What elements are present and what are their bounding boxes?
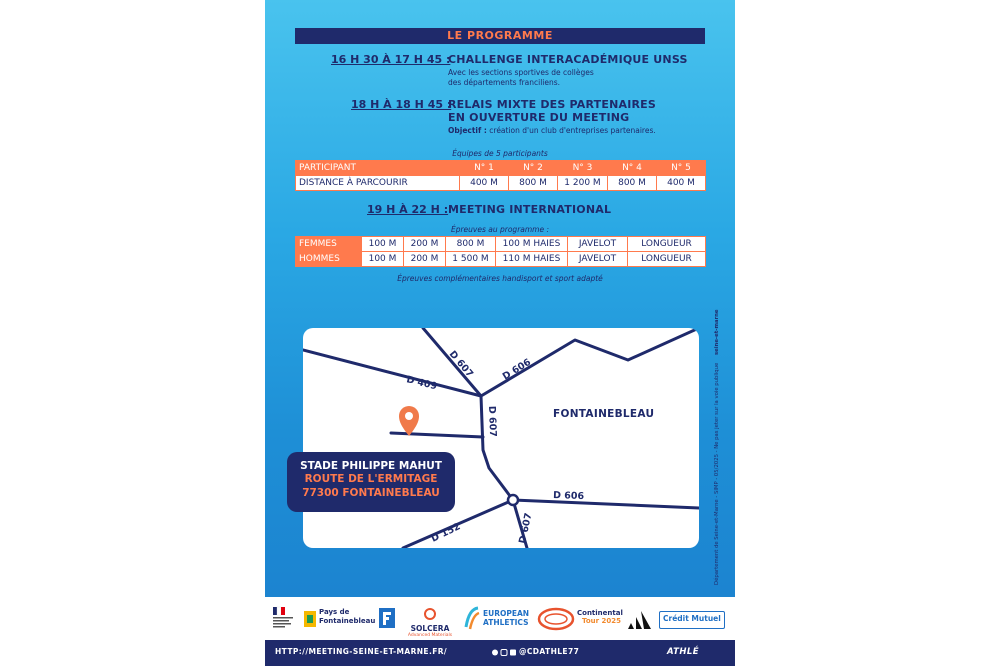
pays-mark-icon [303,605,317,631]
venue-city: 77300 FONTAINEBLEAU [302,487,440,499]
solcera-tagline: Advanced Materials [407,633,453,638]
continental-tour-logo [577,605,621,633]
events-note: Épreuves complémentaires handisport et sport adapté [397,274,603,283]
programme-title: LE PROGRAMME [295,28,705,44]
social-handle[interactable]: @CDATHLE77 [519,647,580,656]
road-label-d606-north: D 606 [500,356,533,383]
address-box [287,452,455,512]
adidas-logo [625,605,655,633]
events-cell: 1 500 M [446,252,496,267]
ea-line-1: EUROPEAN [483,609,530,618]
time-slot-1: 16 H 30 À 17 H 45 : [331,53,451,66]
events-table [295,236,706,267]
events-row-men [296,252,706,267]
european-athletics-logo [463,605,533,633]
time-slot-3: 19 H À 22 H : [367,203,449,216]
relay-cell: 800 M [509,176,558,191]
event-title-meeting: MEETING INTERNATIONAL [448,203,612,216]
credit-mutuel-name: Crédit Mutuel [663,614,721,623]
time-slot-2: 18 H À 18 H 45 : [351,98,452,111]
social-icons [491,648,517,657]
relay-caption: Équipes de 5 participants [452,149,548,158]
objective-label: Objectif : [448,126,487,135]
road-access [391,433,483,437]
website-link[interactable]: HTTP://MEETING-SEINE-ET-MARNE.FR/ [275,647,448,656]
events-cell: 100 M [362,237,404,252]
events-cell: 800 M [446,237,496,252]
unss-desc-line-2: des départements franciliens. [448,78,561,87]
events-row-women [296,237,706,252]
events-cell: 200 M [404,252,446,267]
ea-mark-icon [463,605,481,631]
relay-cell: 400 M [460,176,509,191]
location-map [303,328,699,548]
event-title-relay-2: EN OUVERTURE DU MEETING [448,111,630,124]
youtube-icon [510,650,516,656]
road-d606-east [513,500,699,508]
relay-header-cell: N° 3 [558,161,608,176]
solcera-logo [402,605,458,638]
road-d606-north [481,328,699,396]
venue-name: STADE PHILIPPE MAHUT [300,460,442,472]
fontainebleau-city-logo [376,605,398,633]
venue-street: ROUTE DE L'ERMITAGE [304,473,438,485]
ct-line-1: Continental [577,609,623,617]
poster [265,0,735,666]
relay-header-row [296,161,706,176]
relay-table [295,160,706,191]
road-label-d607-north: D 607 [446,348,476,380]
event-title-unss: CHALLENGE INTERACADÉMIQUE UNSS [448,53,688,66]
road-label-d606-east: D 606 [552,490,585,503]
ea-line-2: ATHLETICS [483,618,529,627]
relay-header-cell: N° 1 [460,161,509,176]
relay-cell: 400 M [657,176,706,191]
events-caption: Épreuves au programme : [450,225,550,234]
solcera-name: SOLCERA [410,624,450,633]
location-pin-icon [399,406,419,436]
events-row-label: FEMMES [296,237,362,252]
credit-mutuel-logo [659,605,725,633]
relay-cell: 1 200 M [558,176,608,191]
relay-row-label: DISTANCE À PARCOURIR [296,176,460,191]
stadium-logo [537,605,575,633]
event-title-relay-1: RELAIS MIXTE DES PARTENAIRES [448,98,656,111]
road-label-d152: D 152 [429,521,463,545]
relay-header-cell: N° 5 [657,161,706,176]
road-label-d607-middle: D 607 [486,405,499,438]
relay-header-cell: N° 4 [608,161,657,176]
events-cell: 100 M HAIES [496,237,568,252]
events-cell: JAVELOT [568,252,628,267]
facebook-icon [492,650,498,656]
ct-line-2: Tour 2025 [581,617,621,625]
city-label: FONTAINEBLEAU [553,408,655,420]
events-cell: LONGUEUR [628,237,706,252]
objective-text: création d'un club d'entreprises partenaires. [486,126,656,135]
events-cell: 100 M [362,252,404,267]
solcera-mark-icon [423,608,437,620]
events-cell: JAVELOT [568,237,628,252]
footer-bar [265,640,735,666]
athle-brand: ATHLÉ [667,647,699,657]
unss-desc-line-1: Avec les sections sportives de collèges [448,68,594,77]
road-label-d607-south: D 607 [517,511,535,545]
side-legal-text: Département de Seine-et-Marne - SIMP - 05/2025 - Ne pas jeter sur la voie publique [714,362,720,585]
events-cell: LONGUEUR [628,252,706,267]
events-row-label: HOMMES [296,252,362,267]
sponsor-strip [265,597,735,640]
relay-header-cell: N° 2 [509,161,558,176]
pays-line-1: Pays de [319,608,350,616]
side-logo: seine-et-marne [714,309,720,355]
relay-objective [448,126,656,135]
pays-line-2: Fontainebleau [319,617,376,625]
pays-fontainebleau-logo [303,605,376,633]
relay-distance-row [296,176,706,191]
road-map [303,328,699,548]
relay-cell: 800 M [608,176,657,191]
road-label-d409: D 409 [405,374,439,393]
instagram-icon [501,650,507,656]
events-cell: 110 M HAIES [496,252,568,267]
republique-logo [271,605,297,633]
roundabout-icon [508,495,518,505]
relay-header-cell: PARTICIPANT [296,161,460,176]
events-cell: 200 M [404,237,446,252]
